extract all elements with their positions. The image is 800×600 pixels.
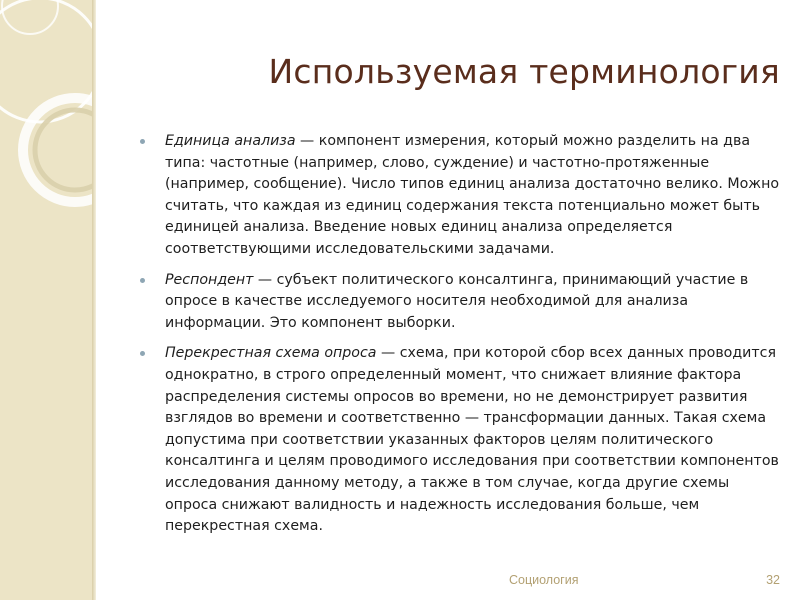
term-label: Респондент (165, 271, 254, 288)
term-list (140, 131, 780, 547)
term-definition: — компонент измерения, который можно разделить на два типа: частотные (например, слово, суждение) и частотно-протяженные (например, сообщение). Число типов единиц анализа достаточно велико. Можно считать, что каждая из единиц содержания текста потенциально может быть единицей анализа. Введение новых единиц анализа определяется соответствующими исследовательскими задачами. (165, 133, 780, 257)
footer-subject: Социология (509, 573, 579, 587)
list-item (140, 270, 780, 335)
list-item (140, 343, 780, 537)
term-label: Перекрестная схема опроса (165, 345, 377, 362)
slide-title: Используемая терминология (268, 52, 780, 91)
bullet-icon (140, 351, 145, 356)
side-band-edge (92, 0, 96, 600)
term-label: Единица анализа (165, 133, 296, 149)
bullet-icon (140, 278, 145, 283)
term-definition: — схема, при которой сбор всех данных проводится однократно, в строго определенный момент, что снижает влияние фактора распределения системы опросов во времени, но не демонстрирует развития взглядов во времени и соответственно — трансформации данных. Такая схема допустима при соответствии указанных факторов целям политического консалтинга и целям проводимого исследования при соответствии компонентов исследования данному методу, а также в том случае, когда другие схемы опроса снижают валидность и надежность исследования больше, чем перекрестная схема. (165, 345, 779, 535)
decorative-circles (0, 0, 92, 600)
decorative-side-band (0, 0, 92, 600)
page-number: 32 (766, 573, 780, 587)
bullet-icon (140, 139, 145, 144)
list-item (140, 131, 780, 261)
term-definition: — субъект политического консалтинга, принимающий участие в опросе в качестве исследуемого носителя необходимой для анализа информации. Это компонент выборки. (165, 271, 749, 331)
